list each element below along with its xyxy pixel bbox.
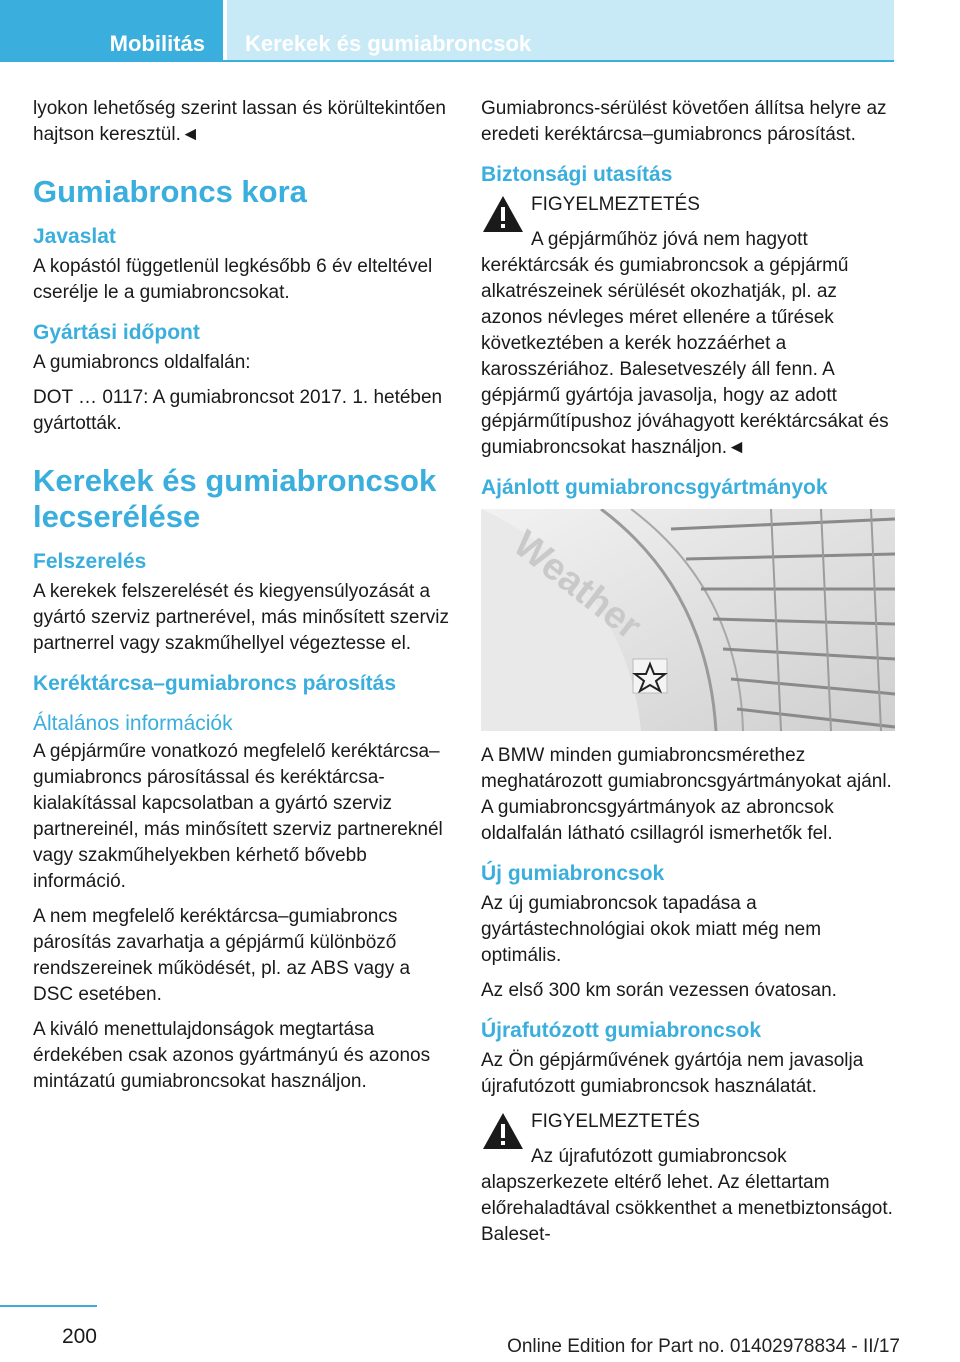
tire-star-figure	[481, 509, 895, 731]
heading-manufacture-date: Gyártási időpont	[33, 321, 200, 344]
header-chapter-tab: Kerekek és gumiabroncsok	[227, 0, 894, 62]
right-column	[481, 96, 895, 1257]
heading-new-tires: Új gumiabroncsok	[481, 862, 665, 885]
heading-safety: Biztonsági utasítás	[481, 163, 673, 186]
heading-recommendation: Javaslat	[33, 225, 116, 248]
page-number: 200	[0, 1305, 97, 1349]
warning-triangle-icon	[481, 1111, 525, 1151]
intro-paragraph: lyokon lehetőség szerint lassan és körültekintően hajtson keresztül.◄	[33, 98, 446, 145]
new-tires-text-1: Az új gumiabroncsok tapadása a gyártástechnológiai okok miatt még nem optimális.	[481, 893, 822, 966]
warning-text-1: A gépjárműhöz jóvá nem hagyott keréktárcsák és gumiabroncsok a gépjármű alkatrészeinek sérülését okozhatják, pl. az azonos névleges méret ellenére a tűrések következtében a kerék hozzáérhet a karosszériához. Balesetveszély áll fenn. A gépjármű gyártója javasolja, hogy az adott gépjárműtípushoz jóváhagyott keréktárcsákat és gumiabroncsokat használjon.◄	[481, 229, 889, 458]
heading-recommended-brands: Ajánlott gumiabroncsgyártmányok	[481, 476, 828, 499]
recommended-brands-text: A BMW minden gumiabroncsmérethez meghatározott gumiabroncsgyártmányokat ajánl. A gumiabroncsgyártmányok az abroncsok oldalfalán látható csillagról ismerhetők fel.	[481, 745, 892, 844]
warning-block-1	[481, 192, 895, 461]
sidewall-lettering: Weather	[505, 522, 649, 648]
warning-title-1: FIGYELMEZTETÉS	[531, 194, 700, 215]
heading-general-info: Általános információk	[33, 712, 233, 735]
heading-replacement: Kerekek és gumiabroncsok lecserélése	[33, 463, 437, 534]
heading-retreaded-tires: Újrafutózott gumiabroncsok	[481, 1019, 762, 1042]
heading-tire-age: Gumiabroncs kora	[33, 174, 307, 209]
warning-text-2: Az újrafutózott gumiabroncsok alapszerkezete eltérő lehet. Az élettartam előrehaladtával csökkenthet a menetbiztonságot. Baleset-	[481, 1146, 893, 1245]
tire-illustration	[481, 509, 895, 731]
new-tires-text-2: Az első 300 km során vezessen óvatosan.	[481, 980, 837, 1001]
warning-block-2	[481, 1109, 895, 1248]
general-info-text-3: A kiváló menettulajdonságok megtartása érdekében csak azonos gyártmányú és azonos mintázatú gumiabroncsokat használjon.	[33, 1019, 431, 1092]
general-info-text-1: A gépjárműre vonatkozó megfelelő keréktárcsa–gumiabroncs párosítással és keréktárcsa-kialakítással kapcsolatban a gyártó szerviz partnereinél, más minősített szerviz partnereknél vagy szakműhelyekben kérhető bővebb információ.	[33, 741, 443, 892]
header-section-tab: Mobilitás	[0, 0, 223, 62]
mounting-text: A kerekek felszerelését és kiegyensúlyozását a gyártó szerviz partnerével, más minősített szerviz partnerrel vagy szakműhellyel végeztesse el.	[33, 581, 450, 654]
manufacture-date-text-1: A gumiabroncs oldalfalán:	[33, 352, 251, 373]
header-rule	[0, 60, 894, 62]
warning-title-2: FIGYELMEZTETÉS	[531, 1111, 700, 1132]
manufacture-date-text-2: DOT … 0117: A gumiabroncsot 2017. 1. hetében gyártották.	[33, 387, 443, 434]
warning-triangle-icon	[481, 194, 525, 234]
retreaded-tires-text: Az Ön gépjárművének gyártója nem javasolja újrafutózott gumiabroncsok használatát.	[481, 1050, 864, 1097]
page-header	[0, 0, 960, 62]
heading-mounting: Felszerelés	[33, 550, 147, 573]
left-column	[33, 96, 453, 1104]
footer-edition: Online Edition for Part no. 01402978834 - II/17	[507, 1336, 900, 1357]
restore-pairing-text: Gumiabroncs-sérülést követően állítsa helyre az eredeti keréktárcsa–gumiabroncs párosítást.	[481, 98, 887, 145]
general-info-text-2: A nem megfelelő keréktárcsa–gumiabroncs párosítás zavarhatja a gépjármű különböző rendszereinek működését, pl. az ABS vagy a DSC esetében.	[33, 906, 411, 1005]
heading-pairing: Keréktárcsa–gumiabroncs párosítás	[33, 672, 396, 695]
recommendation-text: A kopástól függetlenül legkésőbb 6 év elteltével cserélje le a gumiabroncsokat.	[33, 256, 433, 303]
